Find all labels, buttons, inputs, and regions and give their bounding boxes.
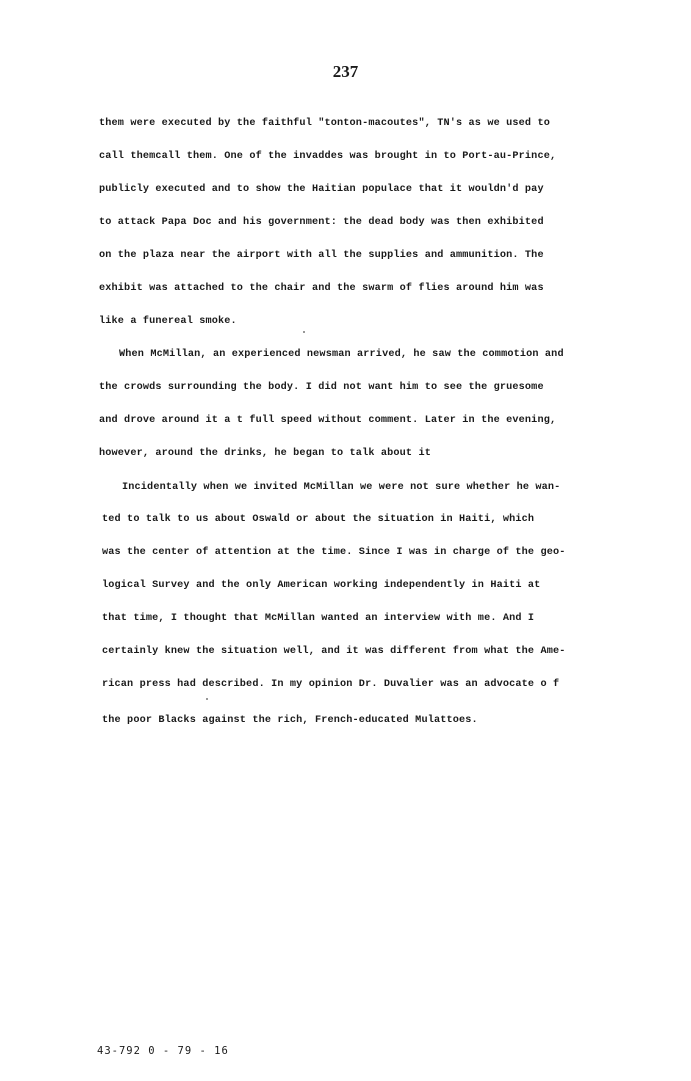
text-line: Incidentally when we invited McMillan we were not sure whether he wan- <box>122 482 561 493</box>
text-line: publicly executed and to show the Haitian populace that it wouldn'd pay <box>99 184 544 195</box>
text-line: When McMillan, an experienced newsman arrived, he saw the commotion and <box>119 349 564 360</box>
print-footer: 43-792 0 - 79 - 16 <box>97 1045 229 1057</box>
text-line: ted to talk to us about Oswald or about the situation in Haiti, which <box>102 514 535 525</box>
text-line: call themcall them. One of the invaddes was brought in to Port-au-Prince, <box>99 151 557 162</box>
text-line: that time, I thought that McMillan wanted an interview with me. And I <box>102 613 535 624</box>
scan-speck <box>206 698 208 700</box>
text-line: rican press had described. In my opinion Dr. Duvalier was an advocate o f <box>102 679 560 690</box>
text-line: on the plaza near the airport with all the supplies and ammunition. The <box>99 250 544 261</box>
text-line: them were executed by the faithful "tonton-macoutes", TN's as we used to <box>99 118 550 129</box>
text-line: certainly knew the situation well, and it was different from what the Ame- <box>102 646 566 657</box>
scan-speck <box>303 331 305 333</box>
text-line: the poor Blacks against the rich, French-educated Mulattoes. <box>102 715 478 726</box>
text-line: like a funereal smoke. <box>99 316 237 327</box>
text-line: logical Survey and the only American working independently in Haiti at <box>102 580 541 591</box>
text-line: the crowds surrounding the body. I did not want him to see the gruesome <box>99 382 544 393</box>
text-line: to attack Papa Doc and his government: the dead body was then exhibited <box>99 217 544 228</box>
text-line: however, around the drinks, he began to talk about it <box>99 448 431 459</box>
text-line: was the center of attention at the time. Since I was in charge of the geo- <box>102 547 566 558</box>
text-line: exhibit was attached to the chair and the swarm of flies around him was <box>99 283 544 294</box>
text-line: and drove around it a t full speed without comment. Later in the evening, <box>99 415 557 426</box>
page-number: 237 <box>332 62 359 81</box>
